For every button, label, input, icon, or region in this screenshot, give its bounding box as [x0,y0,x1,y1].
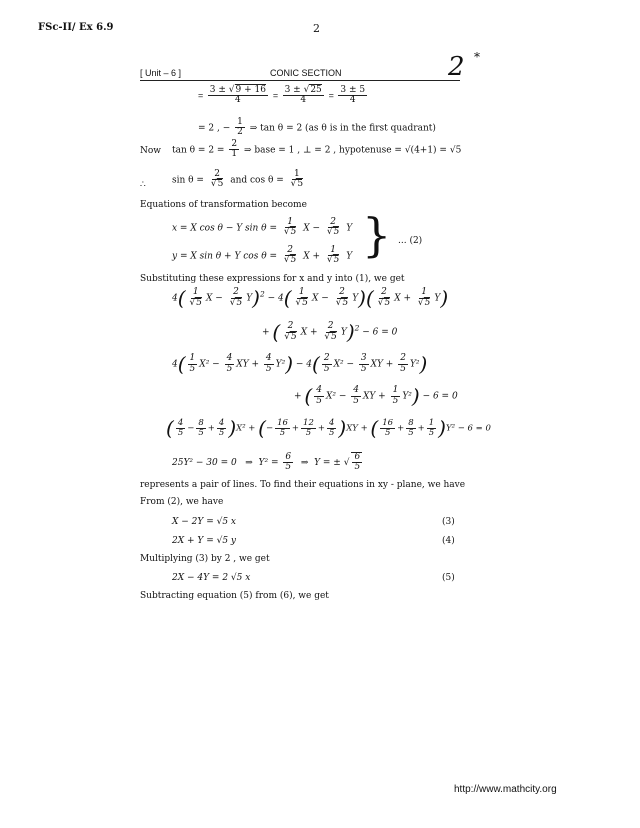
equation-line-12: 25Y² − 30 = 0 ⇒ Y² = $\frac{6}{5}$ ⇒ Y = ± √ $\frac{6}{5}$ [172,451,361,473]
document-header: FSc-II/ Ex 6.9 [38,22,114,33]
handwritten-mark: 2 [448,52,465,82]
equation-number-2: ... (2) [398,236,423,246]
equation-line-7: 4( $\frac{1}{√5}$ X − $\frac{2}{√5}$ Y)$^2$ − 4( $\frac{1}{√5}$ X − $\frac{2}{√5}$ Y)( $\frac{2}{√5}$ X + $\frac{1}{√5}$ Y) [172,286,449,310]
equation-line-2: = 2 , − $\frac{1}{2}$ ⇒ tan θ = 2 (as θ is in the first quadrant) [198,117,436,138]
unit-label: [ Unit – 6 ] [140,68,182,78]
paragraph-substituting: Substituting these expressions for x and y into (1), we get [140,274,405,284]
equation-number-4: (4) [442,536,455,546]
equation-line-3: tan θ = 2 = $\frac{2}{1}$ ⇒ base = 1 , ⊥ = 2 , hypotenuse = √(4+1) = √5 [172,139,462,160]
right-brace: } [362,208,392,262]
equation-number-5: (5) [442,573,455,583]
equation-line-1: = $\frac{3 \pm √9 + 16}{4}$ = $\frac{3 \pm √25}{4}$ = $\frac{3 \pm 5}{4}$ [198,85,366,106]
equation-x: x = X cos θ − Y sin θ = $\frac{1}{√5}$ X − $\frac{2}{√5}$ Y [172,217,353,238]
equation-line-8: + ( $\frac{2}{√5}$ X + $\frac{2}{√5}$ Y)$^2$ − 6 = 0 [262,320,398,344]
equation-line-10: + ( $\frac{4}{5}$ X² − $\frac{4}{5}$ XY + $\frac{1}{5}$ Y²) − 6 = 0 [294,384,458,408]
section-title: CONIC SECTION [270,68,342,78]
paragraph-pair-of-lines: represents a pair of lines. To find their equations in xy - plane, we have [140,480,466,490]
paragraph-multiplying: Multiplying (3) by 2 , we get [140,554,270,564]
footer-url[interactable]: http://www.mathcity.org [454,784,557,795]
paragraph-transformation: Equations of transformation become [140,200,307,210]
equation-line-4: sin θ = $\frac{2}{√5}$ and cos θ = $\frac{1}{√5}$ [172,169,304,190]
equation-line-9: 4( $\frac{1}{5}$ X² − $\frac{4}{5}$ XY + $\frac{4}{5}$ Y²) − 4( $\frac{2}{5}$ X² − $\frac{3}{5}$ XY + $\frac{2}{5}$ Y²) [172,352,428,376]
equation-4: 2X + Y = √5 y [172,536,237,546]
asterisk-mark: * [474,50,480,64]
paragraph-from-2: From (2), we have [140,497,224,507]
equation-3: X − 2Y = √5 x [172,517,236,527]
therefore-symbol: ∴ [140,180,146,190]
header-rule [140,80,460,81]
paragraph-subtracting: Subtracting equation (5) from (6), we get [140,591,329,601]
equation-y: y = X sin θ + Y cos θ = $\frac{2}{√5}$ X + $\frac{1}{√5}$ Y [172,245,353,266]
now-label: Now [140,146,161,156]
page-number: 2 [313,22,320,35]
equation-number-3: (3) [442,517,455,527]
equation-line-11: ( $\frac{4}{5}$ − $\frac{8}{5}$ + $\frac{4}{5}$ )X² + (− $\frac{16}{5}$ + $\frac{12}{5}$ + $\frac{4}{5}$ )XY + ( $\frac{16}{5}$ + $\frac{8}{5}$ + $\frac{1}{5}$ )Y² − 6 = 0 [166,416,491,440]
equation-5: 2X − 4Y = 2 √5 x [172,573,251,583]
